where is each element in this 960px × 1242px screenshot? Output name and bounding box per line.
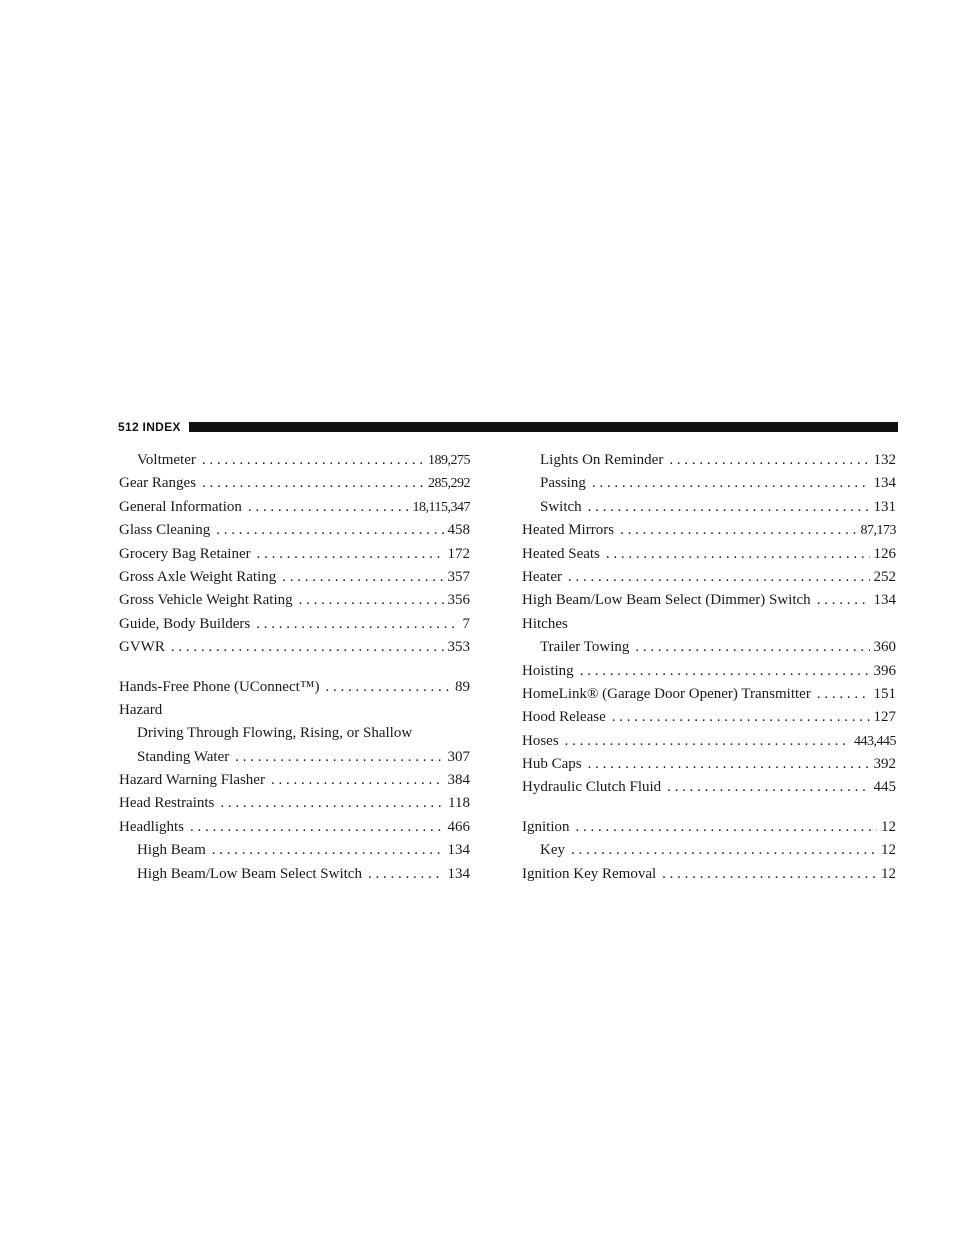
dot-leader	[220, 792, 444, 815]
index-entry-pages: 134	[447, 842, 470, 859]
dot-leader	[817, 589, 870, 612]
dot-leader	[592, 472, 870, 495]
index-entry-label: General Information	[119, 498, 242, 515]
dot-leader	[216, 519, 443, 542]
index-entry	[522, 613, 896, 636]
index-entry-label: Driving Through Flowing, Rising, or Shallow	[137, 725, 413, 742]
index-entry-pages: 118	[448, 795, 470, 812]
index-entry	[119, 449, 470, 472]
index-entry	[119, 722, 470, 745]
index-entry-label: Guide, Body Builders	[119, 615, 251, 632]
index-entry-pages: 12	[881, 865, 896, 882]
dot-leader	[271, 769, 444, 792]
index-entry	[522, 543, 896, 566]
index-entry-label: Voltmeter	[137, 452, 196, 468]
dot-leader	[202, 449, 424, 472]
index-entry-label: Ignition	[522, 818, 570, 835]
index-entry-pages: 132	[873, 452, 896, 468]
index-entry-pages: 307	[447, 748, 470, 765]
index-entry	[522, 706, 896, 729]
index-entry-pages: 443,445	[854, 733, 896, 749]
index-entry	[119, 636, 470, 659]
index-entry	[119, 566, 470, 589]
index-entry	[522, 863, 896, 886]
index-entry-label: Hoses	[522, 732, 559, 749]
dot-leader	[588, 496, 870, 519]
index-entry	[522, 449, 896, 472]
dot-leader	[326, 676, 452, 699]
index-entry-pages: 127	[873, 709, 896, 726]
index-entry-pages: 356	[447, 592, 470, 609]
index-entry	[522, 660, 896, 683]
dot-leader	[606, 543, 870, 566]
dot-leader	[635, 636, 869, 659]
dot-leader	[817, 683, 870, 706]
index-entry-pages: 134	[447, 865, 470, 882]
header-rule	[189, 422, 898, 432]
index-entry	[522, 776, 896, 799]
index-entry-label: Hazard	[119, 701, 163, 718]
index-entry-label: Head Restraints	[119, 795, 215, 812]
index-entry-pages: 392	[873, 756, 896, 773]
index-entry-pages: 89	[455, 678, 470, 695]
dot-leader	[669, 449, 869, 472]
index-entry	[522, 839, 896, 862]
index-entry-label: Gross Vehicle Weight Rating	[119, 592, 293, 609]
index-entry	[119, 472, 470, 495]
index-entry-label: Hoisting	[522, 662, 574, 679]
index-entry-label: Heated Seats	[522, 545, 600, 562]
index-entry-pages: 7	[462, 615, 470, 632]
page-number-label: 512 INDEX	[118, 420, 181, 434]
index-entry-pages: 360	[873, 639, 896, 656]
index-entry-label: Ignition Key Removal	[522, 865, 657, 882]
index-entry-pages: 172	[447, 545, 470, 562]
index-entry-pages: 189,275	[428, 453, 470, 468]
index-entry	[119, 519, 470, 542]
index-entry-label: Grocery Bag Retainer	[119, 545, 251, 562]
index-entry-pages: 285,292	[428, 476, 470, 492]
index-entry-pages: 131	[873, 498, 896, 515]
index-entry	[119, 816, 470, 839]
dot-leader	[235, 746, 443, 769]
index-entry-pages: 396	[873, 662, 896, 679]
index-entry	[522, 519, 896, 542]
index-entry-label: Heater	[522, 568, 562, 585]
index-entry-pages: 357	[447, 568, 470, 585]
dot-leader	[212, 839, 444, 862]
index-entry-label: Lights On Reminder	[540, 452, 664, 468]
dot-leader	[256, 613, 458, 636]
dot-leader	[171, 636, 444, 659]
index-entry-label: Glass Cleaning	[119, 522, 211, 539]
dot-leader	[580, 660, 870, 683]
dot-leader	[299, 589, 444, 612]
index-entry	[119, 746, 470, 769]
index-entry	[119, 839, 470, 862]
dot-leader	[565, 730, 850, 753]
index-entry-pages: 87,173	[860, 523, 896, 539]
dot-leader	[571, 839, 877, 862]
dot-leader	[257, 543, 444, 566]
index-entry-pages: 12	[881, 842, 896, 859]
index-entry	[522, 589, 896, 612]
dot-leader	[662, 863, 877, 886]
index-entry	[119, 769, 470, 792]
index-entry-pages: 466	[447, 818, 470, 835]
index-entry-label: Heated Mirrors	[522, 522, 615, 539]
index-entry-pages: 134	[873, 592, 896, 609]
index-entry-label: High Beam/Low Beam Select Switch	[137, 865, 362, 882]
index-entry	[522, 816, 896, 839]
index-entry-pages: 252	[873, 568, 896, 585]
index-entry	[522, 730, 896, 753]
index-entry	[119, 863, 470, 886]
page-header	[118, 417, 898, 437]
index-entry-pages: 353	[447, 639, 470, 656]
index-entry-label: GVWR	[119, 639, 165, 656]
index-entry	[522, 753, 896, 776]
index-entry-pages: 134	[873, 475, 896, 492]
index-entry	[522, 566, 896, 589]
index-entry-pages: 126	[873, 545, 896, 562]
index-entry-label: High Beam	[137, 842, 206, 859]
index-entry-pages: 18,115,347	[412, 499, 470, 515]
index-entry	[119, 699, 470, 722]
dot-leader	[588, 753, 870, 776]
dot-leader	[368, 863, 444, 886]
dot-leader	[612, 706, 870, 729]
dot-leader	[620, 519, 856, 542]
index-entry-label: Gear Ranges	[119, 475, 197, 492]
index-entry-pages: 458	[447, 522, 470, 539]
dot-leader	[190, 816, 444, 839]
index-entry-label: Passing	[540, 475, 586, 492]
index-entry-label: Hazard Warning Flasher	[119, 772, 265, 789]
index-entry-label: High Beam/Low Beam Select (Dimmer) Switch	[522, 592, 811, 609]
index-entry-label: Gross Axle Weight Rating	[119, 568, 277, 585]
index-column-right	[522, 449, 896, 886]
index-entry-label: Hood Release	[522, 709, 606, 726]
index-entry	[522, 683, 896, 706]
index-entry-label: Headlights	[119, 818, 184, 835]
index-entry-label: Hydraulic Clutch Fluid	[522, 779, 662, 796]
index-entry-pages: 151	[873, 685, 896, 702]
index-entry-label: Key	[540, 842, 565, 859]
index-entry-pages: 12	[881, 818, 896, 835]
index-entry-label: Trailer Towing	[540, 639, 630, 656]
index-column-left	[119, 449, 470, 886]
dot-leader	[202, 472, 424, 495]
dot-leader	[576, 816, 878, 839]
index-entry	[119, 496, 470, 519]
index-entry	[119, 676, 470, 699]
index-entry	[522, 472, 896, 495]
index-entry-label: Hitches	[522, 615, 568, 632]
dot-leader	[667, 776, 869, 799]
index-entry-label: HomeLink® (Garage Door Opener) Transmitter	[522, 685, 811, 702]
index-entry-label: Hub Caps	[522, 756, 582, 773]
index-entry-pages: 384	[447, 772, 470, 789]
index-entry-label: Hands-Free Phone (UConnect™)	[119, 678, 320, 695]
index-entry-label: Standing Water	[137, 748, 230, 765]
dot-leader	[568, 566, 870, 589]
index-entry	[119, 543, 470, 566]
index-entry	[119, 589, 470, 612]
index-entry	[522, 496, 896, 519]
dot-leader	[248, 496, 409, 519]
index-entry	[119, 613, 470, 636]
index-entry-label: Switch	[540, 498, 582, 515]
index-entry	[522, 636, 896, 659]
dot-leader	[282, 566, 443, 589]
index-entry	[119, 792, 470, 815]
index-entry-pages: 445	[873, 779, 896, 796]
